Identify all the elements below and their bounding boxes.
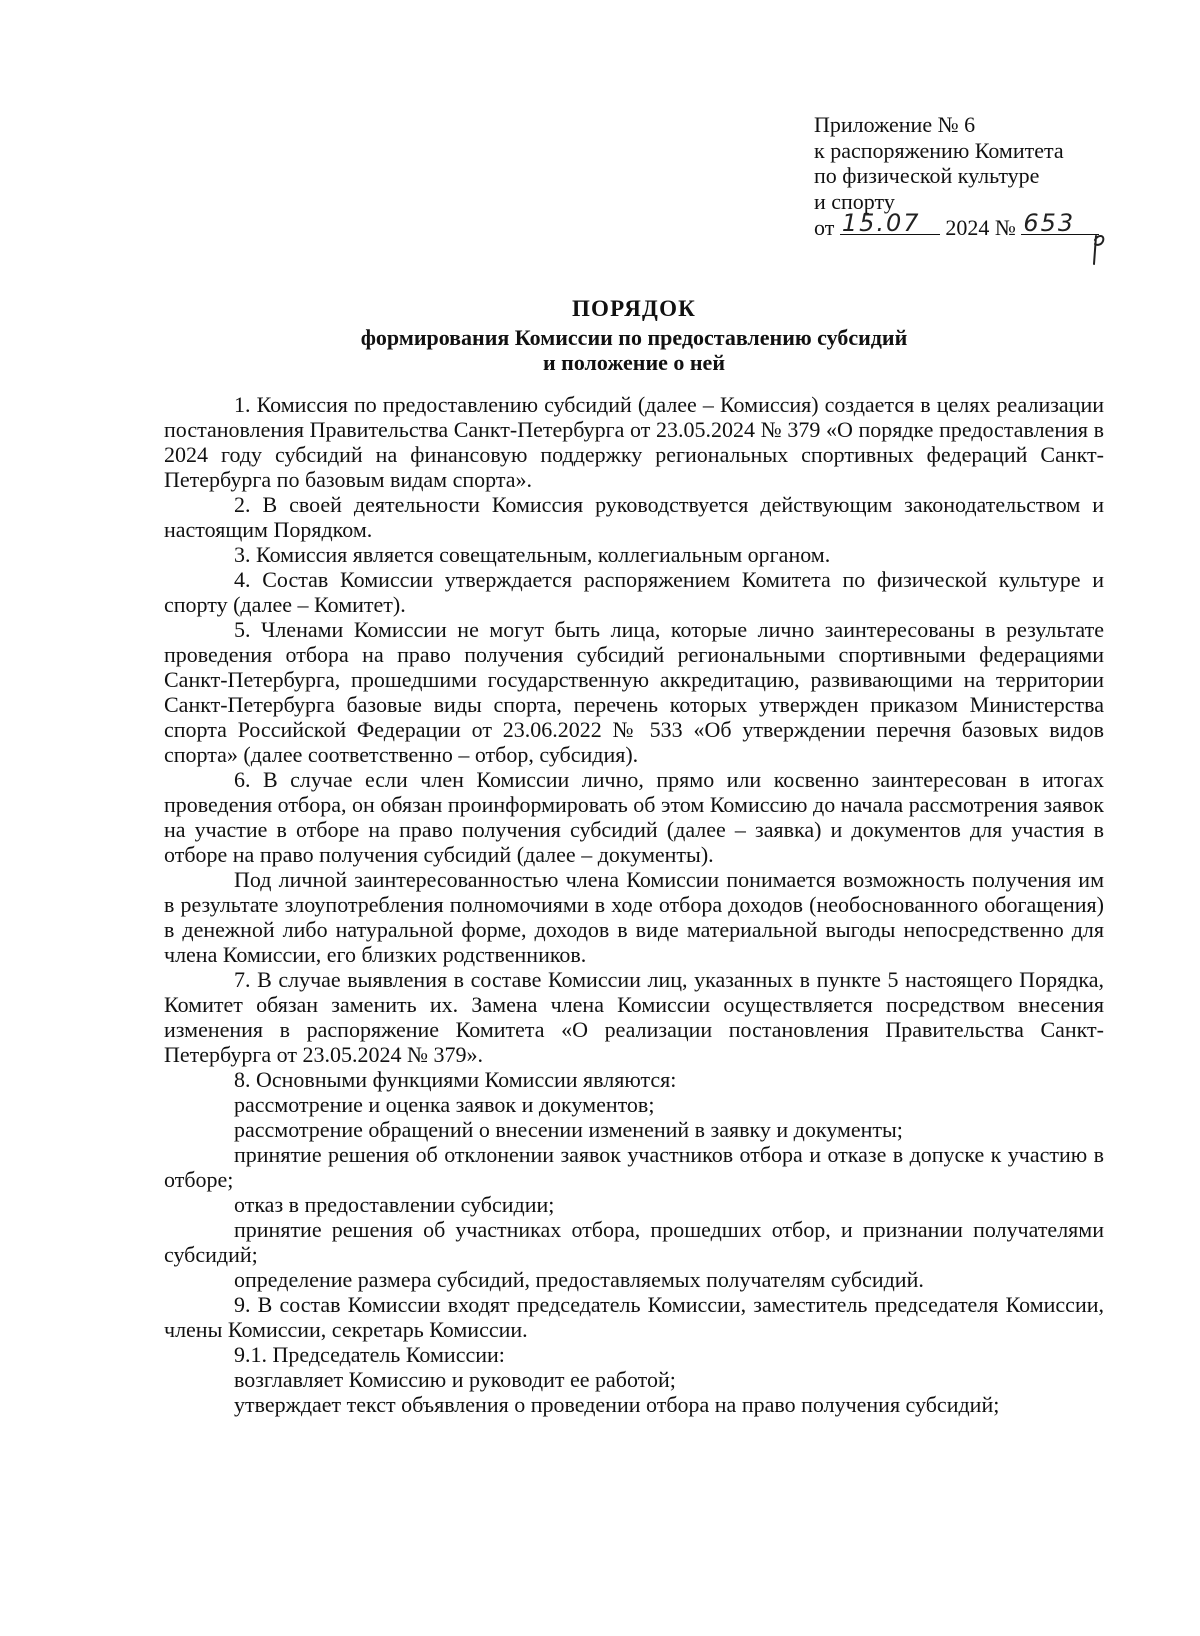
annex-line-1: Приложение № 6 xyxy=(814,112,976,137)
document-subtitle-2: и положение о ней xyxy=(542,350,725,375)
annex-line-4: и спорту xyxy=(814,188,895,214)
annex-line-3: по физической культуре xyxy=(814,163,1040,189)
paragraph-6: 6. В случае если член Комиссии лично, прямо или косвенно заинтересован в итогах проведения отбора, он обязан проинформировать об этом Комиссию до начала рассмотрения заявок на участие в отборе на право получения субсидий (далее – заявка) и документов для участия в отборе на право получения субсидий (далее – документы). xyxy=(164,767,1104,867)
paragraph-3: 3. Комиссия является совещательным, коллегиальным органом. xyxy=(234,542,831,567)
paragraph-4: 4. Состав Комиссии утверждается распоряжением Комитета по физической культуре и спорту (далее – Комитет). xyxy=(164,567,1104,617)
paragraph-9: 9. В состав Комиссии входят председатель Комиссии, заместитель председателя Комиссии, члены Комиссии, секретарь Комиссии. xyxy=(164,1292,1104,1342)
function-item-5: принятие решения об участниках отбора, прошедших отбор, и признании получателями субсидий; xyxy=(164,1217,1104,1267)
document-body xyxy=(164,392,1104,1417)
annex-block xyxy=(814,112,1099,240)
paragraph-9-1: 9.1. Председатель Комиссии: xyxy=(234,1342,505,1367)
function-item-1: рассмотрение и оценка заявок и документов; xyxy=(234,1092,655,1117)
function-item-2: рассмотрение обращений о внесении изменений в заявку и документы; xyxy=(234,1117,903,1142)
date-fill-line xyxy=(840,208,940,237)
function-item-4: отказ в предоставлении субсидии; xyxy=(234,1192,555,1217)
paragraph-2: 2. В своей деятельности Комиссия руководствуется действующим законодательством и настоящим Порядком. xyxy=(164,492,1104,542)
function-item-6: определение размера субсидий, предоставляемых получателям субсидий. xyxy=(234,1267,924,1292)
function-item-3: принятие решения об отклонении заявок участников отбора и отказе в допуске к участию в отборе; xyxy=(164,1142,1104,1192)
date-prefix: от xyxy=(814,215,835,241)
handwritten-letter-r xyxy=(1090,232,1106,266)
paragraph-7: 7. В случае выявления в составе Комиссии лиц, указанных в пункте 5 настоящего Порядка, Комитет обязан заменить их. Замена члена Комиссии осуществляется посредством внесения изменения в распоряжение Комитета «О реализации постановления Правительства Санкт-Петербурга от 23.05.2024 № 379». xyxy=(164,967,1104,1067)
paragraph-interest-definition: Под личной заинтересованностью члена Комиссии понимается возможность получения им в результате злоупотребления полномочиями в ходе отбора доходов (необоснованного обогащения) в денежной либо натуральной форме, доходов в виде материальной выгоды непосредственно для члена Комиссии, его близких родственников. xyxy=(164,867,1104,967)
annex-date-line xyxy=(814,208,1099,241)
handwritten-number: 653 xyxy=(1023,208,1076,237)
document-title: ПОРЯДОК xyxy=(571,296,697,321)
handwritten-date: 15.07 xyxy=(841,208,921,237)
annex-line-2: к распоряжению Комитета xyxy=(814,137,1064,163)
number-fill-line xyxy=(1021,208,1099,237)
paragraph-1: 1. Комиссия по предоставлению субсидий (далее – Комиссия) создается в целях реализации постановления Правительства Санкт-Петербурга от 23.05.2024 № 379 «О порядке предоставления в 2024 году субсидий на финансовую поддержку региональных спортивных федераций Санкт-Петербурга по базовым видам спорта». xyxy=(164,392,1104,492)
chairman-duty-2: утверждает текст объявления о проведении отбора на право получения субсидий; xyxy=(234,1392,1000,1417)
document-subtitle-1: формирования Комиссии по предоставлению субсидий xyxy=(360,325,908,350)
paragraph-8: 8. Основными функциями Комиссии являются: xyxy=(234,1067,677,1092)
year-number-label: 2024 № xyxy=(945,215,1016,241)
chairman-duty-1: возглавляет Комиссию и руководит ее работой; xyxy=(234,1367,676,1392)
paragraph-5: 5. Членами Комиссии не могут быть лица, которые лично заинтересованы в результате проведения отбора на право получения субсидий региональными спортивными федерациями Санкт-Петербурга, прошедшими государственную аккредитацию, развивающими на территории Санкт-Петербурга базовые виды спорта, перечень которых утвержден приказом Министерства спорта Российской Федерации от 23.06.2022 № 533 «Об утверждении перечня базовых видов спорта» (далее соответственно – отбор, субсидия). xyxy=(164,617,1104,767)
